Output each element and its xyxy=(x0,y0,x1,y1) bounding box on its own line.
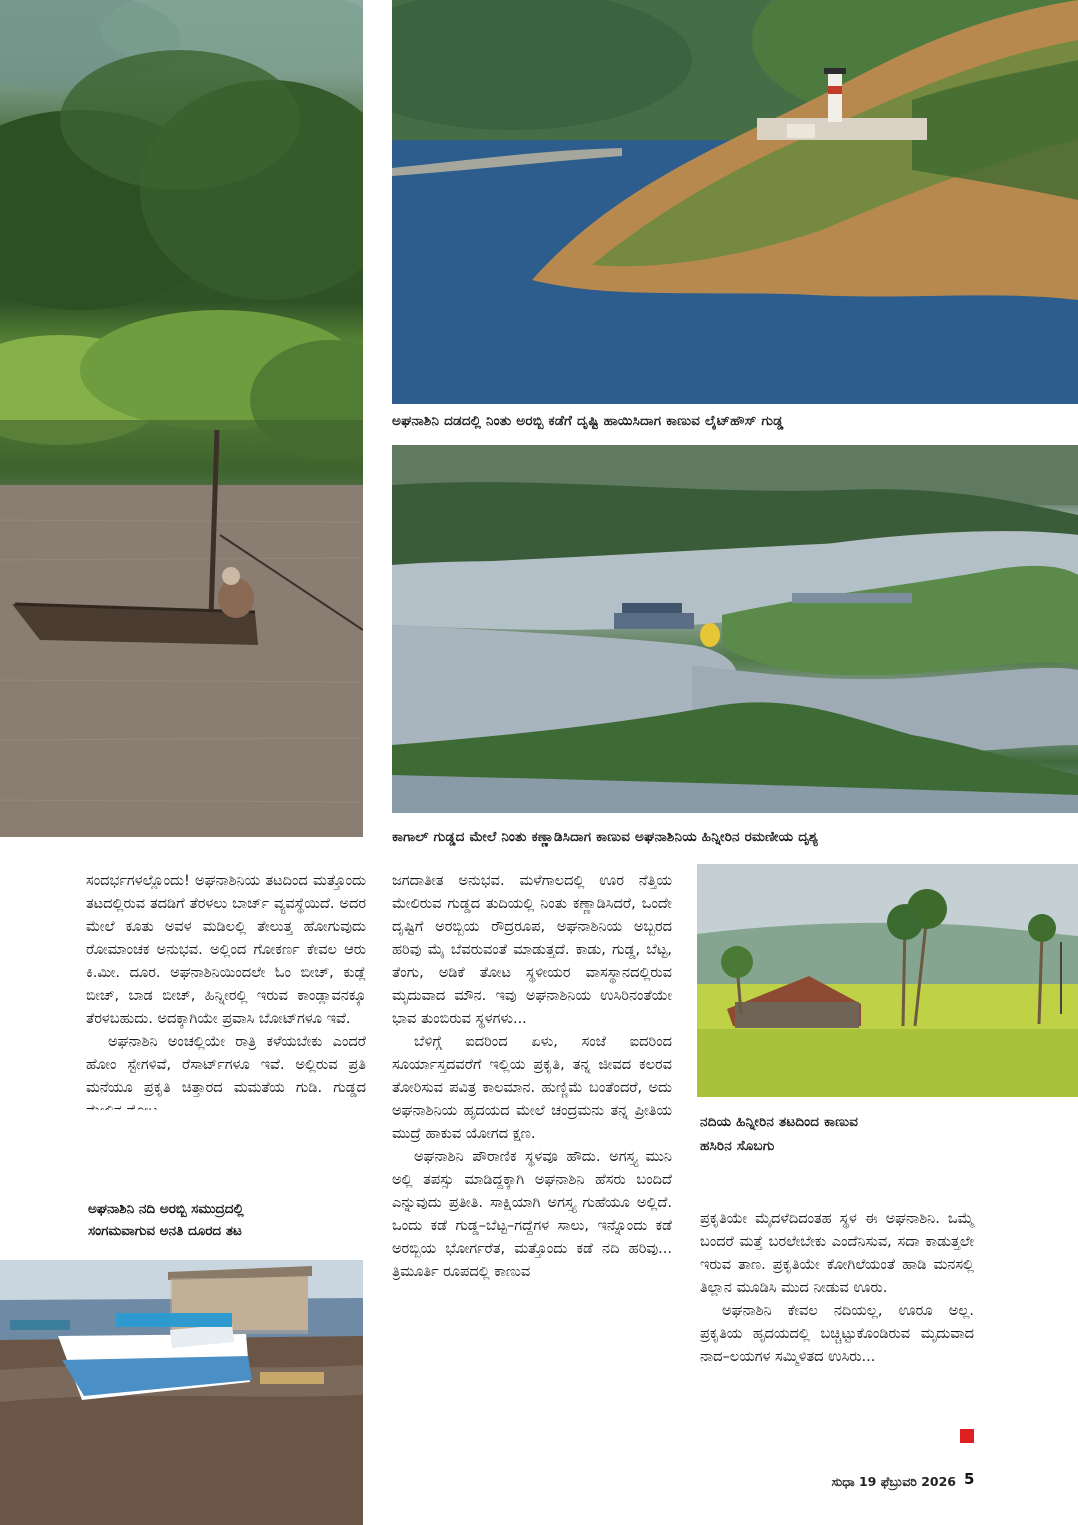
field-caption xyxy=(700,1110,960,1158)
backwater-caption: ಕಾಗಾಲ್ ಗುಡ್ಡದ ಮೇಲೆ ನಿಂತು ಕಣ್ಣಾಡಿಸಿದಾಗ ಕಾಣುವ ಅಘನಾಶಿನಿಯ ಹಿನ್ನೀರಿನ ರಮಣೀಯ ದೃಶ್ಯ xyxy=(392,829,819,845)
field-caption-line-1: ನದಿಯ ಹಿನ್ನೀರಿನ ತಟದಿಂದ ಕಾಣುವ xyxy=(700,1114,859,1130)
article-column-3 xyxy=(700,1208,974,1369)
column1-paragraph-2: ಅಘನಾಶಿನಿ ಅಂಚಲ್ಲಿಯೇ ರಾತ್ರಿ ಕಳೆಯಬೇಕು ಎಂದರೆ ಹೋಂ ಸ್ಟೇಗಳಿವೆ, ರೆಸಾರ್ಟ್‌ಗಳೂ ಇವೆ. ಅಲ್ಲಿರುವ ಪ್ರತಿ ಮನೆಯೂ ಪ್ರಕೃತಿ ಚಿತ್ತಾರದ ಮಮತೆಯ ಗುಡಿ. ಗುಡ್ಡದ xyxy=(86,1034,366,1096)
backwater-aerial-photo xyxy=(392,445,1078,813)
mangrove-boat-photo xyxy=(0,0,363,837)
article-end-mark xyxy=(960,1429,974,1443)
beach-caption xyxy=(88,1198,310,1242)
column1-paragraph-1: ಸಂದರ್ಭಗಳಲ್ಲೊಂದು! ಅಘನಾಶಿನಿಯ ತಟದಿಂದ ಮತ್ತೊಂದು ತಟದಲ್ಲಿರುವ ತದಡಿಗೆ ತೆರಳಲು ಬಾರ್ಜ್ ವ್ಯವಸ್ಥೆಯಿದೆ. ಅದರ ಮೇಲೆ ಕೂತು ಅವಳ ಮಡಿಲಲ್ಲಿ ತೇಲುತ್ತ ಹೋಗುವುದು ರೋಮಾಂಚಕ ಅನುಭವ. ಅಲ್ಲಿಂದ ಗೋಕರ್ಣ ಕೇವಲ ಆರು ಕಿ.ಮೀ. ದೂರ. ಅಘನಾಶಿನಿಯಿಂದಲೇ ಓಂ ಬೀಚ್, ಕುಡ್ಲೆ ಬೀಚ್, ಬಾಡ ಬೀಚ್, ಹಿನ್ನೀರಲ್ಲಿ ಇರುವ ಕಾಂಡ್ಲಾವನಕ್ಕೂ ತೆರಳಬಹುದು. ಅದಕ್ಕಾಗಿಯೇ ಪ್ರವಾಸಿ ಬೋಟ್‌ಗಳೂ ಇವೆ. xyxy=(86,873,366,1027)
lighthouse-hill-photo xyxy=(392,0,1078,404)
lighthouse-caption: ಅಘನಾಶಿನಿ ದಡದಲ್ಲಿ ನಿಂತು ಅರಬ್ಬಿ ಕಡೆಗೆ ದೃಷ್ಟಿ ಹಾಯಿಸಿದಾಗ ಕಾಣುವ ಲೈಟ್‌ಹೌಸ್ ಗುಡ್ಡ xyxy=(392,413,784,429)
mangrove-scene-illustration xyxy=(0,0,363,837)
column2-paragraph-3: ಅಘನಾಶಿನಿ ಪೌರಾಣಿಕ ಸ್ಥಳವೂ ಹೌದು. ಅಗಸ್ತ್ಯ ಮುನಿ ಅಲ್ಲಿ ತಪಸ್ಸು ಮಾಡಿದ್ದಕ್ಕಾಗಿ ಅಘನಾಶಿನಿ ಹೆಸರು ಬಂದಿದೆ ಎನ್ನುವುದು ಪ್ರತೀತಿ. ಸಾಕ್ಷಿಯಾಗಿ ಅಗಸ್ತ್ಯ ಗುಹೆಯೂ ಅಲ್ಲಿದೆ. ಒಂದು ಕಡೆ ಗುಡ್ಡ–ಬೆಟ್ಟ–ಗದ್ದೆಗಳ ಸಾಲು, ಇನ್ನೊಂದು ಕಡೆ ಅರಬ್ಬಿಯ ಭೋರ್ಗರೆತ, ಮತ್ತೊಂದು ಕಡೆ ನದಿ ಹರಿವು... ತ್ರಿಮೂರ್ತಿ ರೂಪದಲ್ಲಿ ಕಾಣುವ xyxy=(392,1149,672,1280)
beach-caption-line-1: ಅಘನಾಶಿನಿ ನದಿ ಅರಬ್ಬಿ ಸಮುದ್ರದಲ್ಲಿ xyxy=(88,1201,244,1217)
article-column-1 xyxy=(86,870,366,1123)
column3-paragraph-2: ಅಘನಾಶಿನಿ ಕೇವಲ ನದಿಯಲ್ಲ, ಊರೂ ಅಲ್ಲ. ಪ್ರಕೃತಿಯ ಹೃದಯದಲ್ಲಿ ಬಚ್ಚಿಟ್ಟುಕೊಂಡಿರುವ ಮೃದುವಾದ ನಾದ–ಲಯಗಳ ಸಮ್ಮಿಳಿತದ ಉಸಿರು... xyxy=(700,1303,974,1365)
beach-boats-photo xyxy=(0,1110,363,1525)
column3-paragraph-1: ಪ್ರಕೃತಿಯೇ ಮೈದಳೆದಿದಂತಹ ಸ್ಥಳ ಈ ಅಘನಾಶಿನಿ. ಒಮ್ಮೆ ಬಂದರೆ ಮತ್ತೆ ಬರಲೇಬೇಕು ಎಂದೆನಿಸುವ, ಸದಾ ಕಾಡುತ್ತಲೇ ಇರುವ ತಾಣ. ಪ್ರಕೃತಿಯೇ ಕೋಗಿಲೆಯಂತೆ ಹಾಡಿ ಮನಸಲ್ಲಿ ತಿಲ್ಲಾನ ಮೂಡಿಸಿ ಮುದ ನೀಡುವ ಊರು. xyxy=(700,1211,974,1296)
lighthouse-scene-illustration xyxy=(392,0,1078,404)
field-scene-illustration xyxy=(697,864,1078,1097)
page-number: 5 xyxy=(964,1470,975,1488)
backwater-scene-illustration xyxy=(392,445,1078,813)
article-column-2 xyxy=(392,870,672,1284)
column2-paragraph-2: ಬೆಳಿಗ್ಗೆ ಐದರಿಂದ ಏಳು, ಸಂಜೆ ಐದರಿಂದ ಸೂರ್ಯಾಸ್ತದವರೆಗೆ ಇಲ್ಲಿಯ ಪ್ರಕೃತಿ, ತನ್ನ ಜೀವದ ಕಲರವ ತೋರಿಸುವ ಪವಿತ್ರ ಕಾಲಮಾನ. ಹುಣ್ಣಿಮೆ ಬಂತೆಂದರೆ, ಅದು ಅಘನಾಶಿನಿಯ ಹೃದಯದ ಮೇಲೆ ಚಂದ್ರಮನು ತನ್ನ ಪ್ರೀತಿಯ ಮುದ್ರೆ ಹಾಕುವ ಯೋಗದ ಕ್ಷಣ. xyxy=(392,1034,672,1142)
magazine-folio: ಸುಧಾ 19 ಫೆಬ್ರುವರಿ 2026 xyxy=(831,1474,956,1489)
beach-caption-line-2: ಸಂಗಮವಾಗುವ ಅನತಿ ದೂರದ ತಟ xyxy=(88,1223,242,1239)
beach-scene-illustration xyxy=(0,1110,363,1525)
column2-paragraph-1: ಜಗದಾತೀತ ಅನುಭವ. ಮಳೆಗಾಲದಲ್ಲಿ ಊರ ನೆತ್ತಿಯ ಮೇಲಿರುವ ಗುಡ್ಡದ ತುದಿಯಲ್ಲಿ ನಿಂತು ಕಣ್ಣಾಡಿಸಿದರೆ, ಒಂದೇ ದೃಷ್ಟಿಗೆ ಅರಬ್ಬಿಯ ರೌದ್ರರೂಪ, ಅಘನಾಶಿನಿಯ ಅಬ್ಬರದ ಹರಿವು ಮೈ ಬೆವರುವಂತೆ ಮಾಡುತ್ತದೆ. ಕಾಡು, ಗುಡ್ಡ, ಬೆಟ್ಟ, ತೆಂಗು, ಅಡಿಕೆ ತೋಟ ಸ್ಥಳೀಯರ ವಾಸಸ್ಥಾನದಲ್ಲಿರುವ ಮೃದುವಾದ ಮೌನ. ಇವು ಅಘನಾಶಿನಿಯ ಉಸಿರಿನಂತೆಯೇ ಭಾವ ತುಂಬಿರುವ ಸ್ಥಳಗಳು... xyxy=(392,873,672,1027)
beach-caption-bubble-tail xyxy=(150,1246,170,1260)
field-palms-photo xyxy=(697,864,1078,1097)
field-caption-line-2: ಹಸಿರಿನ ಸೊಬಗು xyxy=(700,1138,775,1154)
